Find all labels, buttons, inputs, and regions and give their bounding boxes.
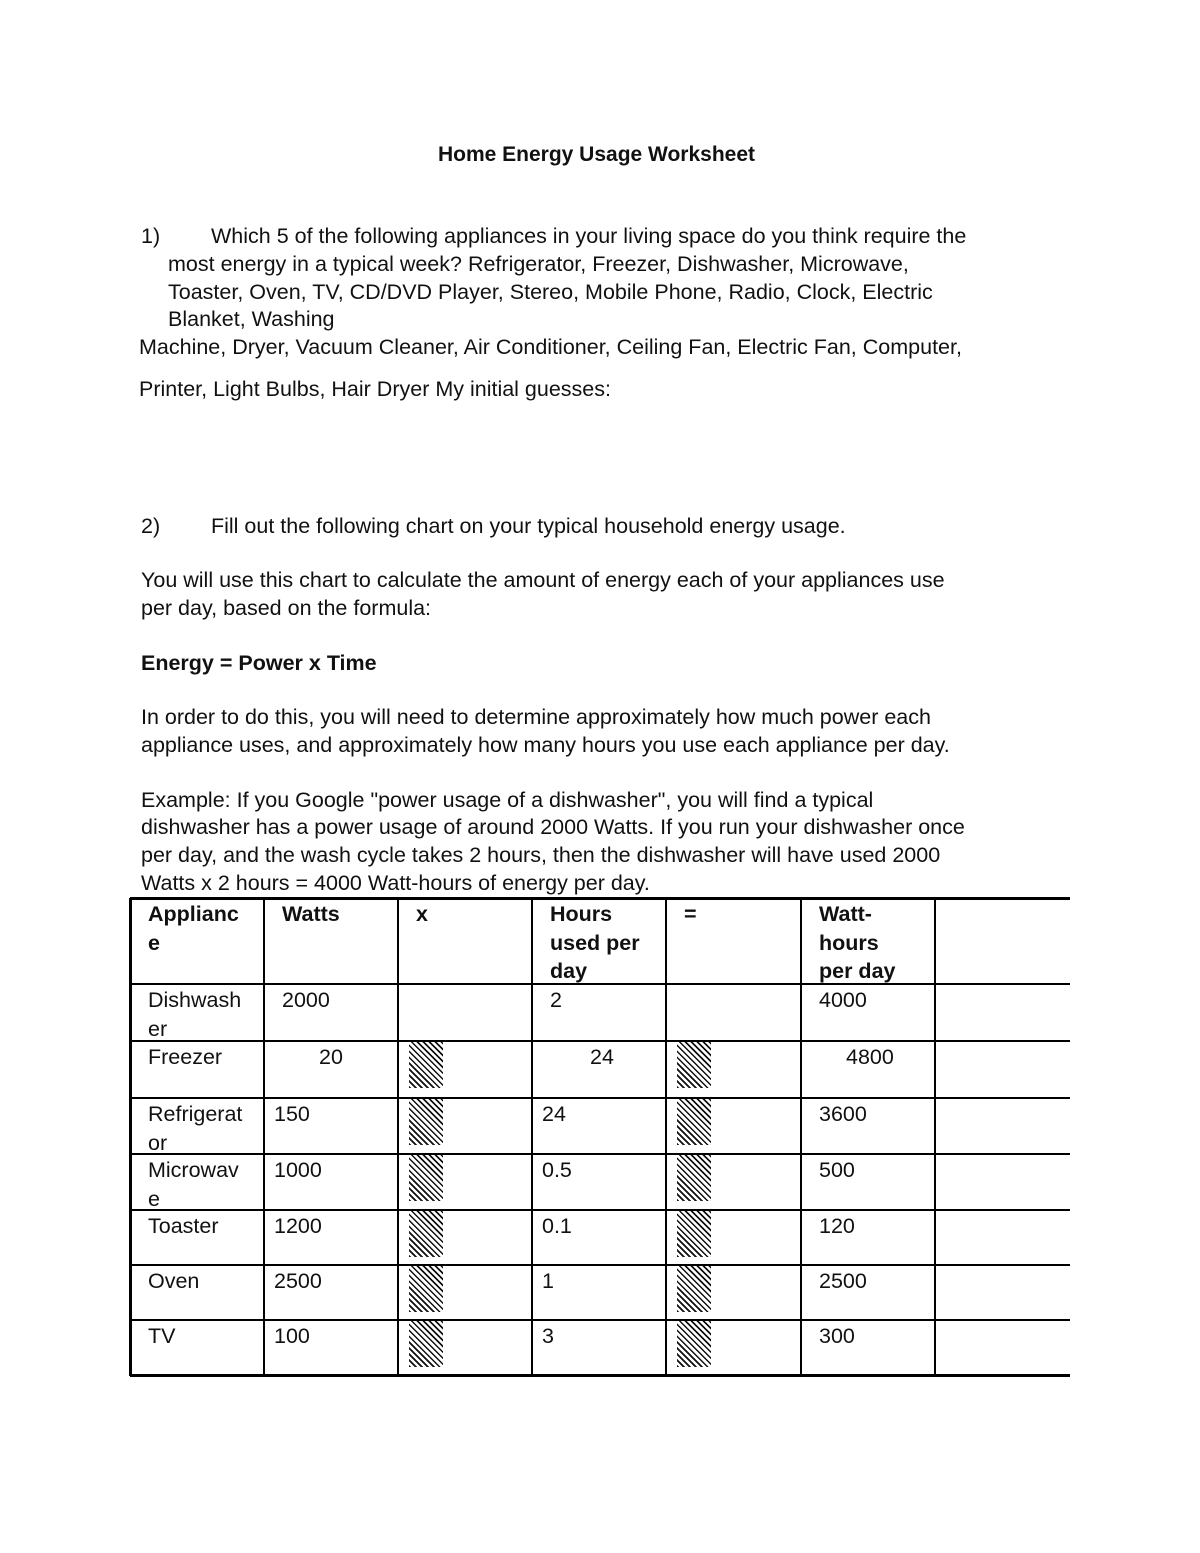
question-2-text: Fill out the following chart on your typical household energy usage.: [211, 514, 846, 538]
table-row-border: [130, 1374, 1070, 1377]
intro-line: per day, based on the formula:: [141, 596, 432, 620]
hatched-cell: [409, 1155, 443, 1201]
watt-hours-cell: 3600: [819, 1102, 867, 1126]
appliance-name-cell: Freezer: [148, 1045, 223, 1069]
page-title: Home Energy Usage Worksheet: [437, 143, 756, 166]
question-2-number: 2): [141, 514, 161, 538]
appliance-name-cell: Toaster: [148, 1214, 219, 1238]
table-row-border: [130, 1319, 1070, 1321]
table-column-border: [800, 898, 802, 1376]
appliance-name-cell: Refrigerat: [148, 1102, 243, 1126]
instructions-line: In order to do this, you will need to determine approximately how much power each: [141, 705, 931, 729]
hours-used-cell: 24: [590, 1045, 614, 1069]
question-1-line: Which 5 of the following appliances in your living space do you think require the: [211, 224, 967, 248]
appliance-name-cell: Dishwash: [148, 988, 242, 1012]
table-row-border: [130, 983, 1070, 985]
watt-hours-cell: 4000: [819, 988, 867, 1012]
hatched-cell: [409, 1321, 443, 1367]
appliance-name-cell: Oven: [148, 1269, 200, 1293]
table-row-border: [130, 1209, 1070, 1211]
hours-used-cell: 24: [542, 1102, 566, 1126]
table-header-cell: day: [550, 959, 588, 983]
example-line: Example: If you Google "power usage of a dishwasher", you will find a typical: [141, 788, 874, 812]
hours-used-cell: 2: [550, 988, 562, 1012]
table-column-border: [934, 898, 936, 1376]
appliance-name-cell: e: [148, 1186, 160, 1211]
table-column-border: [263, 898, 265, 1376]
table-row-border: [130, 1153, 1070, 1155]
question-1-line: Toaster, Oven, TV, CD/DVD Player, Stereo, Mobile Phone, Radio, Clock, Electric: [168, 280, 933, 304]
appliance-name-cell: Microwav: [148, 1158, 239, 1182]
question-1-number: 1): [141, 224, 161, 248]
watts-cell: 2500: [274, 1269, 322, 1293]
watts-cell: 20: [319, 1045, 343, 1069]
hatched-cell: [409, 1042, 443, 1088]
table-column-border: [531, 898, 533, 1376]
watt-hours-cell: 4800: [846, 1045, 894, 1069]
hatched-cell: [677, 1321, 711, 1367]
table-row-border: [130, 1264, 1070, 1266]
hatched-cell: [677, 1266, 711, 1312]
watt-hours-cell: 120: [819, 1214, 855, 1238]
question-1-line: Printer, Light Bulbs, Hair Dryer My initial guesses:: [139, 377, 611, 401]
table-row-border: [130, 1097, 1070, 1099]
appliance-name-cell: or: [148, 1130, 168, 1155]
watts-cell: 150: [274, 1102, 310, 1126]
example-line: per day, and the wash cycle takes 2 hours, then the dishwasher will have used 2000: [141, 843, 941, 867]
table-header-cell: per day: [819, 959, 896, 983]
watt-hours-cell: 500: [819, 1158, 855, 1182]
table-header-cell: used per: [550, 930, 640, 955]
table-header-cell: =: [684, 902, 697, 926]
appliance-name-cell: TV: [148, 1324, 176, 1348]
formula: Energy = Power x Time: [141, 651, 377, 675]
appliance-name-cell: er: [148, 1016, 168, 1041]
example-line: dishwasher has a power usage of around 2000 Watts. If you run your dishwasher once: [141, 815, 965, 839]
hatched-cell: [677, 1211, 711, 1257]
table-header-cell: hours: [819, 930, 879, 955]
hatched-cell: [677, 1155, 711, 1201]
hours-used-cell: 1: [542, 1269, 554, 1293]
hours-used-cell: 3: [542, 1324, 554, 1348]
table-header-cell: Watt-: [819, 902, 872, 926]
hatched-cell: [409, 1099, 443, 1145]
intro-line: You will use this chart to calculate the amount of energy each of your appliances use: [141, 568, 945, 592]
hatched-cell: [677, 1042, 711, 1088]
watt-hours-cell: 2500: [819, 1269, 867, 1293]
hours-used-cell: 0.1: [542, 1214, 572, 1238]
table-header-cell: x: [416, 902, 428, 926]
hatched-cell: [677, 1099, 711, 1145]
table-header-cell: Hours: [550, 902, 613, 926]
table-header-cell: Applianc: [148, 902, 239, 926]
watts-cell: 100: [274, 1324, 310, 1348]
question-1-line: Machine, Dryer, Vacuum Cleaner, Air Conditioner, Ceiling Fan, Electric Fan, Computer,: [139, 335, 962, 359]
table-row-border: [130, 1040, 1070, 1042]
watt-hours-cell: 300: [819, 1324, 855, 1348]
watts-cell: 2000: [282, 988, 330, 1012]
hatched-cell: [409, 1266, 443, 1312]
hours-used-cell: 0.5: [542, 1158, 572, 1182]
table-column-border: [665, 898, 667, 1376]
hatched-cell: [409, 1211, 443, 1257]
instructions-line: appliance uses, and approximately how many hours you use each appliance per day.: [141, 733, 950, 757]
question-1-line: most energy in a typical week? Refrigerator, Freezer, Dishwasher, Microwave,: [168, 252, 909, 276]
table-header-cell: e: [148, 930, 160, 955]
table-column-border: [397, 898, 399, 1376]
watts-cell: 1000: [274, 1158, 322, 1182]
question-1-line: Blanket, Washing: [168, 307, 335, 331]
table-column-border: [129, 898, 132, 1376]
example-line: Watts x 2 hours = 4000 Watt-hours of energy per day.: [141, 871, 650, 895]
watts-cell: 1200: [274, 1214, 322, 1238]
table-header-cell: Watts: [282, 902, 340, 926]
